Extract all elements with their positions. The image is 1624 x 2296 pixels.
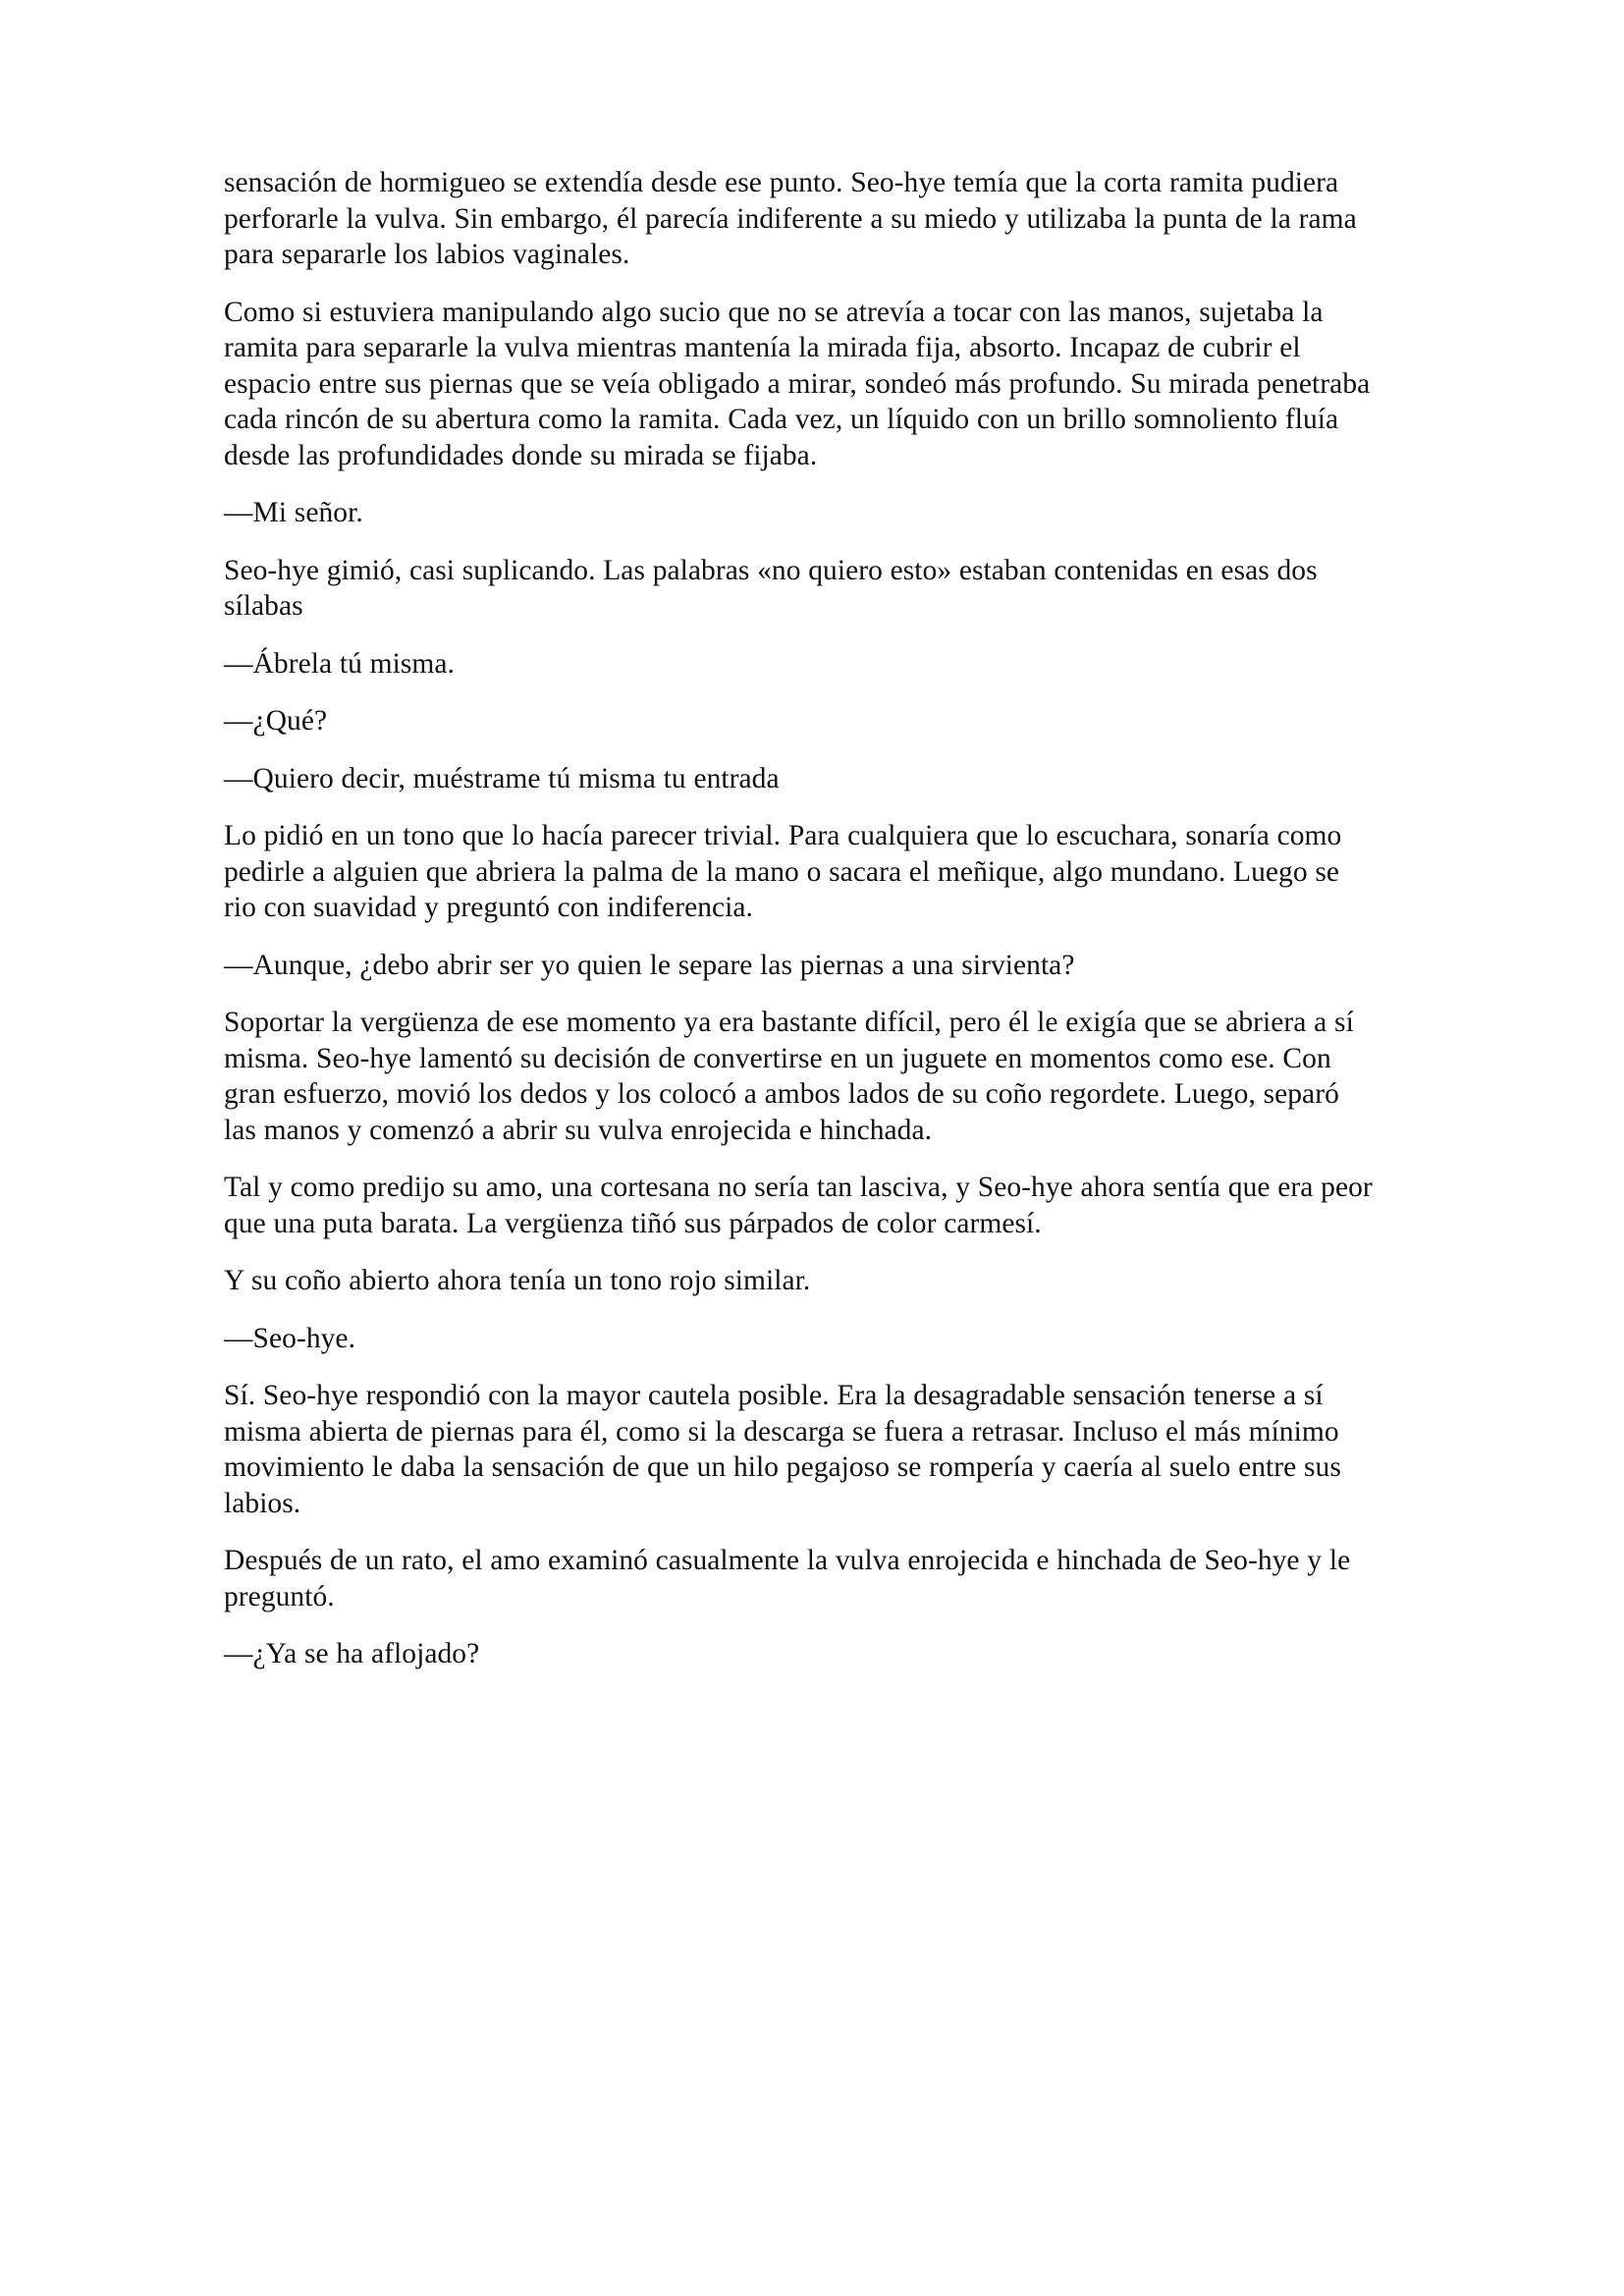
body-paragraph: Después de un rato, el amo examinó casualmente la vulva enrojecida e hinchada de Seo-hye y le preguntó.	[224, 1545, 1351, 1613]
dialogue-line: —Aunque, ¿debo abrir ser yo quien le separe las piernas a una sirvienta?	[224, 949, 1075, 981]
body-paragraph: Tal y como predijo su amo, una cortesana no sería tan lasciva, y Seo-hye ahora sentía que era peor que una puta barata. La vergüenza tiñó sus párpados de color carmesí.	[224, 1172, 1373, 1239]
body-paragraph: Sí. Seo-hye respondió con la mayor cautela posible. Era la desagradable sensación tenerse a sí misma abierta de piernas para él, como si la descarga se fuera a retrasar. Incluso el más mínimo movimiento le daba la sensación de que un hilo pegajoso se rompería y caería al suelo entre sus labios.	[224, 1380, 1341, 1519]
dialogue-line: —Seo-hye.	[224, 1322, 355, 1354]
body-paragraph: Lo pidió en un tono que lo hacía parecer trivial. Para cualquiera que lo escuchara, sonaría como pedirle a alguien que abriera la palma de la mano o sacara el meñique, algo mundano. Luego se rio con suavidad y preguntó con indiferencia.	[224, 820, 1342, 923]
dialogue-line: —Ábrela tú misma.	[224, 647, 455, 680]
dialogue-line: —¿Ya se ha aflojado?	[224, 1638, 480, 1669]
body-paragraph: Y su coño abierto ahora tenía un tono rojo similar.	[224, 1265, 811, 1296]
dialogue-line: —Mi señor.	[224, 497, 363, 528]
document-text-column	[224, 165, 1378, 1672]
body-paragraph: Seo-hye gimió, casi suplicando. Las palabras «no quiero esto» estaban contenidas en esas dos sílabas	[224, 554, 1318, 622]
dialogue-line: —¿Qué?	[224, 705, 328, 737]
body-paragraph: sensación de hormigueo se extendía desde ese punto. Seo-hye temía que la corta ramita pudiera perforarle la vulva. Sin embargo, él parecía indiferente a su miedo y utilizaba la punta de la rama para separarle los labios vaginales.	[224, 167, 1357, 270]
body-paragraph: Soportar la vergüenza de ese momento ya era bastante difícil, pero él le exigía que se abriera a sí misma. Seo-hye lamentó su decisión de convertirse en un juguete en momentos como ese. Con gran esfuerzo, movió los dedos y los colocó a ambos lados de su coño regordete. Luego, separó las manos y comenzó a abrir su vulva enrojecida e hinchada.	[224, 1007, 1354, 1146]
body-paragraph: Como si estuviera manipulando algo sucio que no se atrevía a tocar con las manos, sujetaba la ramita para separarle la vulva mientras mantenía la mirada fija, absorto. Incapaz de cubrir el espacio entre sus piernas que se veía obligado a mirar, sondeó más profundo. Su mirada penetraba cada rincón de su abertura como la ramita. Cada vez, un líquido con un brillo somnoliento fluía desde las profundidades donde su mirada se fijaba.	[224, 296, 1371, 471]
dialogue-line: —Quiero decir, muéstrame tú misma tu entrada	[224, 762, 780, 794]
